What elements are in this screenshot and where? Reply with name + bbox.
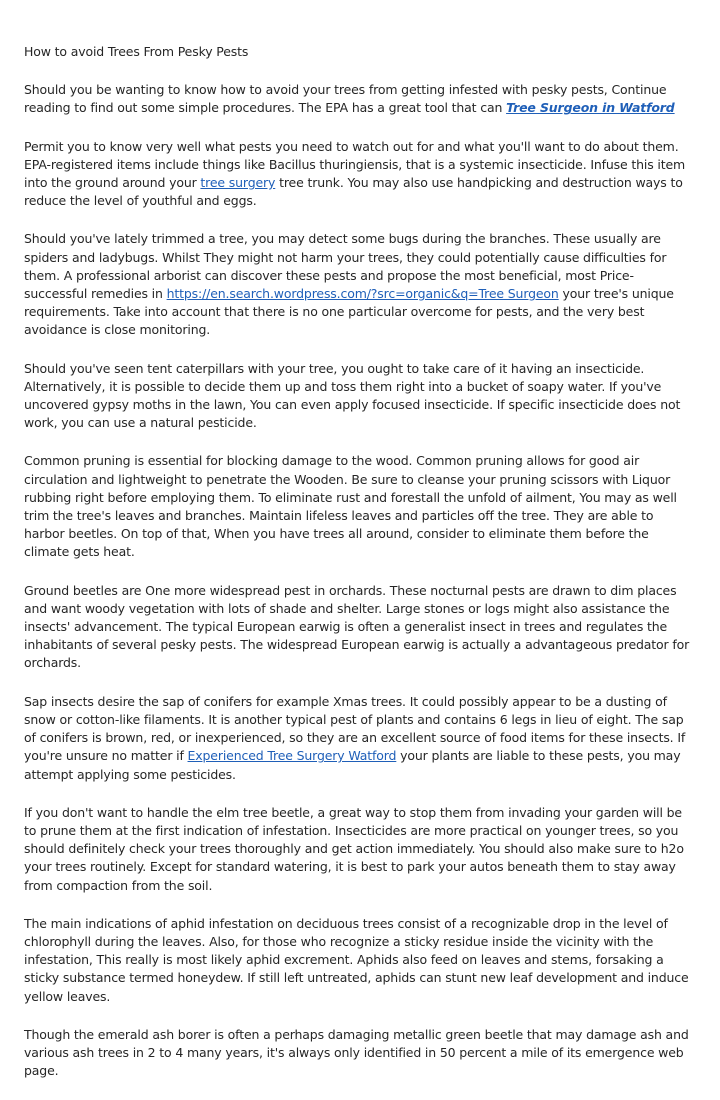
link-wordpress-search[interactable]: https://en.search.wordpress.com/?src=organic&q=Tree Surgeon [166, 286, 559, 302]
paragraph-text: If you don't want to handle the elm tree beetle, a great way to stop them from invading your garden will be to prune them at the first indication of infestation. Insecticides are more practical on younger trees, so you should definitely check your trees thoroughly and get action immediately. You should also make sure to h2o your trees routinely. Except for standard watering, it is best to park your autos beneath them to stay away from compaction from the soil. [24, 804, 684, 893]
paragraph-6 [24, 582, 696, 673]
paragraph-text: Should you be wanting to know how to avoid your trees from getting infested with pesky pests, Continue reading to find out some simple procedures. The EPA has a great tool that can [24, 82, 667, 116]
paragraph-8 [24, 804, 696, 895]
paragraph-4 [24, 360, 696, 433]
paragraph-text: Sap insects desire the sap of conifers for example Xmas trees. It could possibly appear to be a dusting of snow or cotton-like filaments. It is another typical pest of plants and contains 6 legs in lieu of eight. The sap of conifers is brown, red, or inexperienced, so they are an excellent source of food items for these insects. If you're unsure no matter if [24, 693, 686, 764]
paragraph-text: Should you've seen tent caterpillars with your tree, you ought to take care of it having an insecticide. Alternatively, it is possible to decide them up and toss them right into a bucket of soapy water. If you've uncovered gypsy moths in the lawn, You can even apply focused insecticide. If specific insecticide does not work, you can use a natural pesticide. [24, 360, 681, 431]
paragraph-text: Common pruning is essential for blocking damage to the wood. Common pruning allows for good air circulation and lightweight to penetrate the Wooden. Be sure to cleanse your pruning scissors with Liquor rubbing right before employing them. To eliminate rust and forestall the unfold of ailment, You may as well trim the tree's leaves and branches. Maintain lifeless leaves and particles off the tree. They are able to harbor beetles. On top of that, When you have trees all around, consider to eliminate them before the climate gets heat. [24, 453, 677, 560]
paragraph-text: your plants are liable to these pests, you may attempt applying some pesticides. [24, 748, 681, 782]
document-page [24, 43, 696, 1100]
paragraph-9 [24, 915, 696, 1006]
paragraph-text: your tree's unique requirements. Take into account that there is no one particular overcome for pests, and the very best avoidance is close monitoring. [24, 286, 674, 338]
paragraph-7 [24, 693, 696, 784]
paragraph-3 [24, 230, 696, 339]
document-title: How to avoid Trees From Pesky Pests [24, 44, 249, 59]
paragraph-2 [24, 138, 696, 211]
paragraph-10 [24, 1026, 696, 1081]
paragraph-text: The main indications of aphid infestation on deciduous trees consist of a recognizable drop in the level of chlorophyll during the leaves. Also, for those who recognize a sticky residue inside the vicinity with the infestation, This really is most likely aphid excrement. Aphids also feed on leaves and stems, forsaking a sticky substance termed honeydew. If still left untreated, aphids can stunt new leaf development and induce yellow leaves. [24, 915, 689, 1004]
paragraph-text: tree trunk. You may also use handpicking and destruction ways to reduce the level of youthful and eggs. [24, 175, 683, 209]
paragraph-1 [24, 81, 696, 117]
paragraph-text: Ground beetles are One more widespread pest in orchards. These nocturnal pests are drawn to dim places and want woody vegetation with lots of shade and shelter. Large stones or logs might also assistance the insects' advancement. The typical European earwig is often a generalist insect in trees and regulates the inhabitants of several pesky pests. The widespread European earwig is actually a advantageous predator for orchards. [24, 582, 690, 671]
link-tree-surgery[interactable]: tree surgery [200, 175, 276, 191]
paragraph-text: Though the emerald ash borer is often a perhaps damaging metallic green beetle that may damage ash and various ash trees in 2 to 4 many years, it's always only identified in 50 percent a mile of its emergence web page. [24, 1026, 689, 1079]
paragraph-5 [24, 452, 696, 561]
paragraph-text: Permit you to know very well what pests you need to watch out for and what you'll want to do about them. EPA-registered items include things like Bacillus thuringiensis, that is a systemic insecticide. Infuse this item into the ground around your [24, 138, 686, 191]
link-experienced-tree-surgery-watford[interactable]: Experienced Tree Surgery Watford [187, 748, 397, 764]
link-tree-surgeon-watford[interactable]: Tree Surgeon in Watford [506, 100, 675, 116]
paragraph-text: Should you've lately trimmed a tree, you may detect some bugs during the branches. These usually are spiders and ladybugs. Whilst They might not harm your trees, they could potentially cause difficulties for them. A professional arborist can discover these pests and propose the most beneficial, most Price-successful remedies in [24, 231, 667, 302]
